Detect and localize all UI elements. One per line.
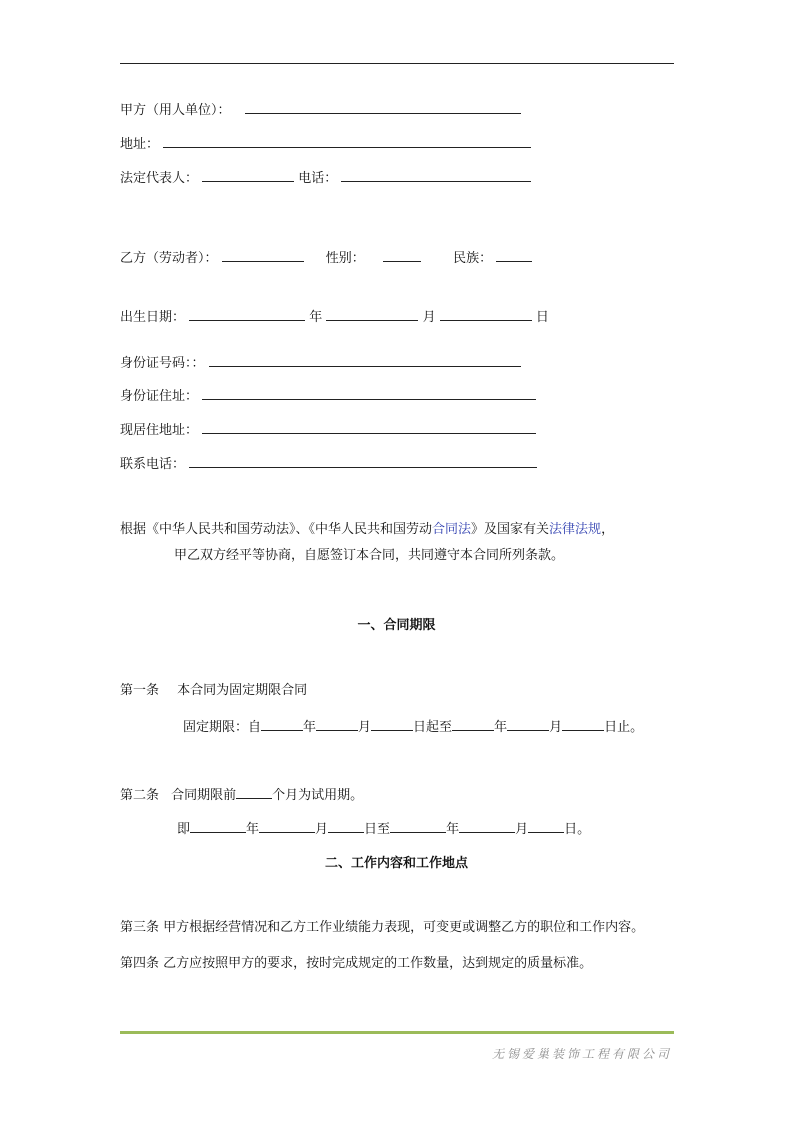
article-2-text-a: 合同期限前 — [171, 788, 237, 803]
party-b-id-field[interactable] — [209, 353, 521, 367]
term-start-day-field[interactable] — [371, 717, 413, 731]
probation-start-month-field[interactable] — [259, 819, 315, 833]
probation-start-year-field[interactable] — [190, 819, 246, 833]
probation-start-month-unit: 月 — [315, 822, 329, 837]
party-b-birth-label: 出生日期： — [120, 310, 186, 325]
probation-end-day-unit: 日。 — [564, 822, 591, 837]
term-end-day-unit: 日止。 — [604, 720, 644, 735]
party-a-address-label: 地址： — [120, 137, 160, 152]
article-3: 第三条 甲方根据经营情况和乙方工作业绩能力表现，可变更或调整乙方的职位和工作内容。 — [120, 920, 645, 935]
party-a-name-field[interactable] — [245, 100, 521, 114]
party-a-phone-label: 电话： — [298, 171, 338, 186]
party-b-current-address-label: 现居住地址： — [120, 423, 199, 438]
party-b-ethnic-label: 民族： — [453, 251, 493, 266]
party-b-gender-field[interactable] — [383, 248, 421, 262]
probation-end-year-field[interactable] — [390, 819, 446, 833]
section-1-title: 一、合同期限 — [357, 618, 436, 633]
birth-month-unit: 月 — [422, 310, 436, 325]
preamble-line-1 — [120, 522, 614, 538]
term-start-year-unit: 年 — [303, 720, 317, 735]
probation-ji-label: 即 — [177, 822, 191, 837]
party-b-id-label: 身份证号码：： — [120, 356, 205, 371]
term-start-year-field[interactable] — [261, 717, 303, 731]
preamble-text-3: ， — [601, 522, 615, 537]
probation-start-day-field[interactable] — [328, 819, 364, 833]
section-2-title: 二、工作内容和工作地点 — [324, 856, 468, 871]
article-2-text-b: 个月为试用期。 — [272, 788, 364, 803]
laws-regulations-link[interactable]: 法律法规 — [549, 522, 602, 537]
birth-month-field[interactable] — [326, 307, 418, 321]
term-start-day-unit: 日起至 — [413, 720, 453, 735]
birth-year-unit: 年 — [309, 310, 323, 325]
header-rule — [120, 63, 674, 64]
probation-end-day-field[interactable] — [528, 819, 564, 833]
preamble-text-2: 》及国家有关 — [471, 522, 550, 537]
party-a-name-row — [120, 100, 521, 119]
party-b-gender-label: 性别： — [325, 251, 365, 266]
party-a-rep-row — [120, 168, 531, 187]
party-b-contact-row — [120, 454, 537, 473]
article-4: 第四条 乙方应按照甲方的要求，按时完成规定的工作数量，达到规定的质量标准。 — [120, 956, 593, 971]
footer-rule — [120, 1031, 674, 1034]
party-b-contact-label: 联系电话： — [120, 457, 186, 472]
article-1-row — [120, 683, 307, 699]
probation-end-year-unit: 年 — [446, 822, 460, 837]
party-b-ethnic-field[interactable] — [496, 248, 532, 262]
term-end-month-field[interactable] — [507, 717, 549, 731]
fixed-term-row — [183, 717, 643, 736]
probation-start-year-unit: 年 — [246, 822, 260, 837]
party-b-current-address-field[interactable] — [202, 420, 536, 434]
party-b-name-label: 乙方（劳动者）： — [120, 251, 218, 266]
probation-end-month-field[interactable] — [459, 819, 515, 833]
party-b-name-field[interactable] — [222, 248, 304, 262]
birth-day-field[interactable] — [440, 307, 532, 321]
probation-start-day-unit: 日至 — [364, 822, 391, 837]
party-b-id-address-label: 身份证住址： — [120, 389, 199, 404]
term-start-month-field[interactable] — [316, 717, 358, 731]
party-a-address-row — [120, 134, 531, 153]
term-end-month-unit: 月 — [549, 720, 563, 735]
term-end-day-field[interactable] — [562, 717, 604, 731]
party-a-name-label: 甲方（用人单位）： — [120, 103, 231, 118]
party-a-phone-field[interactable] — [341, 168, 531, 182]
party-b-name-row — [120, 248, 532, 267]
article-2-number: 第二条 — [120, 788, 160, 803]
probation-period-row — [177, 819, 590, 838]
party-b-current-address-row — [120, 420, 536, 439]
probation-months-field[interactable] — [236, 785, 272, 799]
article-1-text: 本合同为固定期限合同 — [177, 683, 308, 698]
party-a-rep-field[interactable] — [202, 168, 294, 182]
party-b-id-row — [120, 353, 521, 372]
term-end-year-field[interactable] — [452, 717, 494, 731]
footer-company-name: 无锡爱巢装饰工程有限公司 — [491, 1047, 672, 1061]
party-b-contact-field[interactable] — [189, 454, 537, 468]
preamble-line-2: 甲乙双方经平等协商，自愿签订本合同，共同遵守本合同所列条款。 — [174, 548, 565, 563]
party-b-id-address-field[interactable] — [202, 386, 536, 400]
contract-law-link[interactable]: 合同法 — [432, 522, 472, 537]
article-1-number: 第一条 — [120, 683, 160, 698]
term-end-year-unit: 年 — [494, 720, 508, 735]
article-2-row — [120, 785, 363, 804]
preamble-text-1: 根据《中华人民共和国劳动法》、《中华人民共和国劳动 — [120, 522, 433, 537]
birth-day-unit: 日 — [535, 310, 549, 325]
party-a-rep-label: 法定代表人： — [120, 171, 199, 186]
probation-end-month-unit: 月 — [515, 822, 529, 837]
fixed-term-label: 固定期限：自 — [183, 720, 262, 735]
party-a-address-field[interactable] — [163, 134, 531, 148]
term-start-month-unit: 月 — [358, 720, 372, 735]
party-b-id-address-row — [120, 386, 536, 405]
birth-year-field[interactable] — [189, 307, 305, 321]
party-b-birth-row — [120, 307, 549, 326]
